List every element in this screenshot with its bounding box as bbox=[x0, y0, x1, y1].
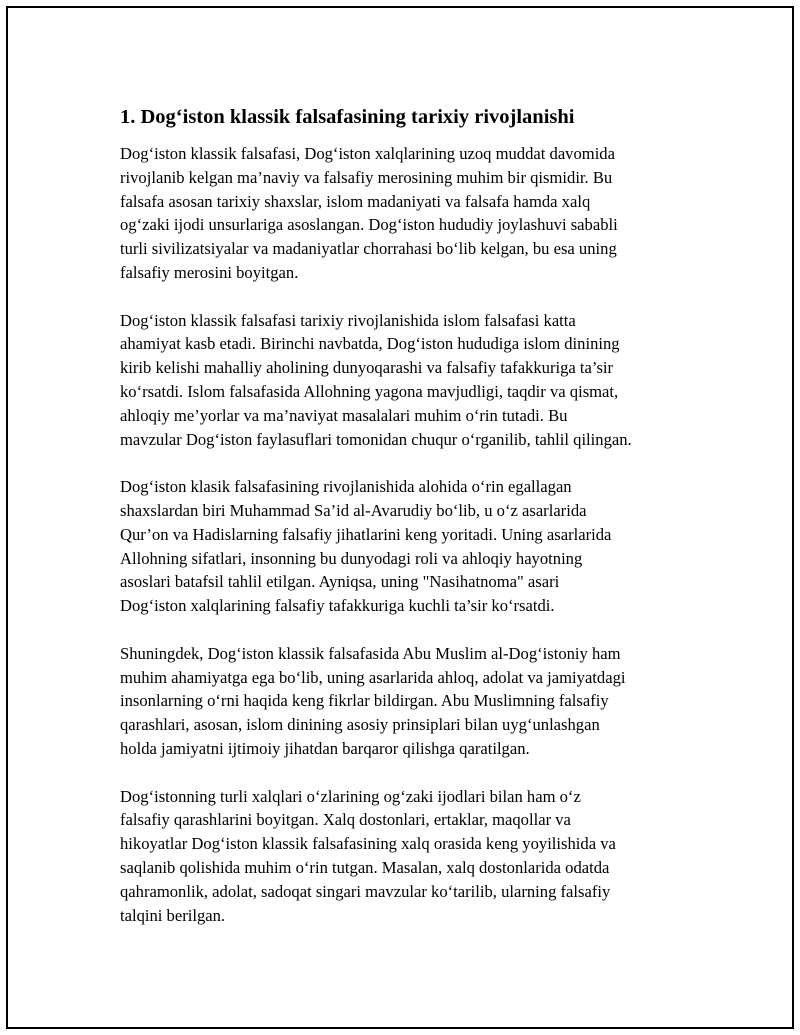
paragraph-line: Dog‘iston klasik falsafasining rivojlanishida alohida o‘rin egallagan bbox=[120, 477, 572, 497]
paragraph-line: saqlanib qolishida muhim o‘rin tutgan. Masalan, xalq dostonlarida odatda bbox=[120, 857, 610, 877]
section-heading: 1. Dog‘iston klassik falsafasining tarixiy rivojlanishi bbox=[120, 106, 575, 128]
paragraph-4 bbox=[120, 642, 700, 761]
paragraph-line: qarashlari, asosan, islom dinining asosiy prinsiplari bilan uyg‘unlashgan bbox=[120, 715, 600, 735]
paragraph-line: Dog‘iston xalqlarining falsafiy tafakkuriga kuchli ta’sir ko‘rsatdi. bbox=[120, 596, 555, 616]
paragraph-line: Dog‘istonning turli xalqlari o‘zlarining og‘zaki ijodlari bilan ham o‘z bbox=[120, 786, 581, 806]
paragraph-line: Dog‘iston klassik falsafasi tarixiy rivojlanishida islom falsafasi katta bbox=[120, 310, 576, 330]
paragraph-line: qahramonlik, adolat, sadoqat singari mavzular ko‘tarilib, ularning falsafiy bbox=[120, 881, 611, 901]
paragraph-line: turli sivilizatsiyalar va madaniyatlar chorrahasi bo‘lib kelgan, bu esa uning bbox=[120, 239, 617, 259]
paragraph-line: ahloqiy me’yorlar va ma’naviyat masalalari muhim o‘rin tutadi. Bu bbox=[120, 405, 568, 425]
paragraph-line: holda jamiyatni ijtimoiy jihatdan barqaror qilishga qaratilgan. bbox=[120, 738, 530, 758]
paragraph-line: asoslari batafsil tahlil etilgan. Ayniqsa, uning "Nasihatnoma" asari bbox=[120, 572, 560, 592]
paragraph-line: kirib kelishi mahalliy aholining dunyoqarashi va falsafiy tafakkuriga ta’sir bbox=[120, 358, 614, 378]
paragraph-1 bbox=[120, 142, 700, 285]
paragraph-line: falsafiy qarashlarini boyitgan. Xalq dostonlari, ertaklar, maqollar va bbox=[120, 810, 571, 830]
paragraph-line: muhim ahamiyatga ega bo‘lib, uning asarlarida ahloq, adolat va jamiyatdagi bbox=[120, 667, 626, 687]
paragraph-line: Allohning sifatlari, insonning bu dunyodagi roli va ahloqiy hayotning bbox=[120, 548, 583, 568]
paragraph-line: Dog‘iston klassik falsafasi, Dog‘iston xalqlarining uzoq muddat davomida bbox=[120, 144, 615, 163]
paragraph-line: mavzular Dog‘iston faylasuflari tomonidan chuqur o‘rganilib, tahlil qilingan. bbox=[120, 429, 632, 449]
paragraph-line: rivojlanib kelgan ma’naviy va falsafiy merosining muhim bir qismidir. Bu bbox=[120, 167, 613, 187]
paragraph-line: shaxslardan biri Muhammad Sa’id al-Avarudiy bo‘lib, u o‘z asarlarida bbox=[120, 500, 587, 520]
paragraph-line: ko‘rsatdi. Islom falsafasida Allohning yagona mavjudligi, taqdir va qismat, bbox=[120, 381, 619, 401]
paragraph-line: falsafa asosan tarixiy shaxslar, islom madaniyati va falsafa hamda xalq bbox=[120, 191, 591, 211]
page-frame bbox=[6, 6, 794, 1029]
document-body bbox=[120, 104, 700, 951]
paragraph-2 bbox=[120, 309, 700, 452]
paragraph-line: insonlarning o‘rni haqida keng fikrlar bildirgan. Abu Muslimning falsafiy bbox=[120, 691, 609, 711]
paragraph-line: hikoyatlar Dog‘iston klassik falsafasining xalq orasida keng yoyilishida va bbox=[120, 834, 616, 854]
paragraph-line: og‘zaki ijodi unsurlariga asoslangan. Dog‘iston hududiy joylashuvi sababli bbox=[120, 215, 618, 235]
paragraph-line: Shuningdek, Dog‘iston klassik falsafasida Abu Muslim al-Dog‘istoniy ham bbox=[120, 643, 621, 663]
paragraph-line: Qur’on va Hadislarning falsafiy jihatlarini keng yoritadi. Uning asarlarida bbox=[120, 524, 612, 544]
paragraph-line: ahamiyat kasb etadi. Birinchi navbatda, Dog‘iston hududiga islom dinining bbox=[120, 334, 620, 354]
paragraph-line: falsafiy merosini boyitgan. bbox=[120, 262, 299, 282]
paragraph-5 bbox=[120, 785, 700, 928]
paragraph-3 bbox=[120, 475, 700, 618]
paragraph-line: talqini berilgan. bbox=[120, 905, 226, 925]
